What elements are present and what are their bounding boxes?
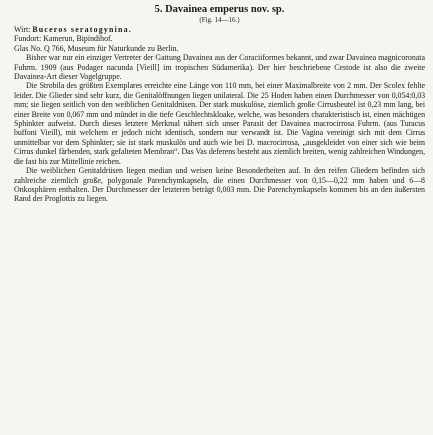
paragraph-intro: Bisher war nur ein einziger Vertreter der Gattung Davainea aus der Coraciiformes bekannt, und zwar Davainea magnicoronata Fuhrm. 1909 (aus Podager nacunda [Vieill] im tropischen Südamerika). Der hier beschriebene Cestode ist also die zweite Davainea-Art dieser Vogelgruppe. — [14, 53, 425, 82]
paragraph-female-organs: Die weiblichen Genitaldrüsen liegen median und weisen keine Besonderheiten auf. In den reifen Gliedern befinden sich zahlreiche ziemlich große, polygonale Parenchymkapseln, die einen Durchmesser von 0,15—0,22 mm haben und 6—8 Onkosphären enthalten. Der Durchmesser der letzteren beträgt 0,003 mm. Die Parenchymkapseln kommen bis an den äußersten Rand der Proglottis zu liegen. — [14, 166, 425, 204]
specimen-line: Glas No. Q 766, Museum für Naturkunde zu Berlin. — [14, 43, 179, 53]
host-line — [14, 25, 425, 34]
host-label: Wirt: — [14, 25, 31, 34]
locality-label: Fundort: — [14, 34, 42, 44]
figure-reference: (Fig. 14—16.) — [199, 16, 240, 24]
locality-line — [14, 34, 425, 43]
species-heading: 5. Davainea emperus nov. sp. — [154, 4, 285, 15]
paragraph-morphology: Die Strobila des größten Exemplares erreichte eine Länge von 110 mm, bei einer Maximalbreite von 2 mm. Der Scolex fehlte leider. Die Glieder sind sehr kurz, die Genitalöffnungen liegen unilateral. Die 25 Hoden haben einen Durchmesser von 0,054:0,03 mm; sie liegen seitlich von den weiblichen Genitaldrüsen. Der stark muskulöse, ziemlich große Cirrusbeutel ist 0,23 mm lang, bei einer Breite von 0,067 mm und mündet in die tiefe Geschlechtskloake, welche, was besonders charakteristisch ist, einen mächtigen Sphinkter aufweist. Durch dieses letztere Merkmal nähert sich unser Parasit der Davainea macrocirrosa Fuhrm. (aus Turacus buffoni Vieill), mit welchem er jedoch nicht identisch, sondern nur verwandt ist. Die Vagina vereinigt sich mit dem Cirrus unmittelbar vor dem Sphinkter; sie ist stark muskulös und auch wie bei D. macrocirrosa, „ausgekleidet von einer sich wie beim Cirrus dunkel färbenden, stark gefalteten Membran“. Das Vas deferens besteht aus ziemlich breiten, wenig zahlreichen Windungen, die fast bis zur Mittellinie reichen. — [14, 81, 425, 166]
locality-value: Kamerun, Bipindihof. — [43, 34, 113, 44]
host-value: Buceros seratogynina. — [32, 25, 132, 34]
